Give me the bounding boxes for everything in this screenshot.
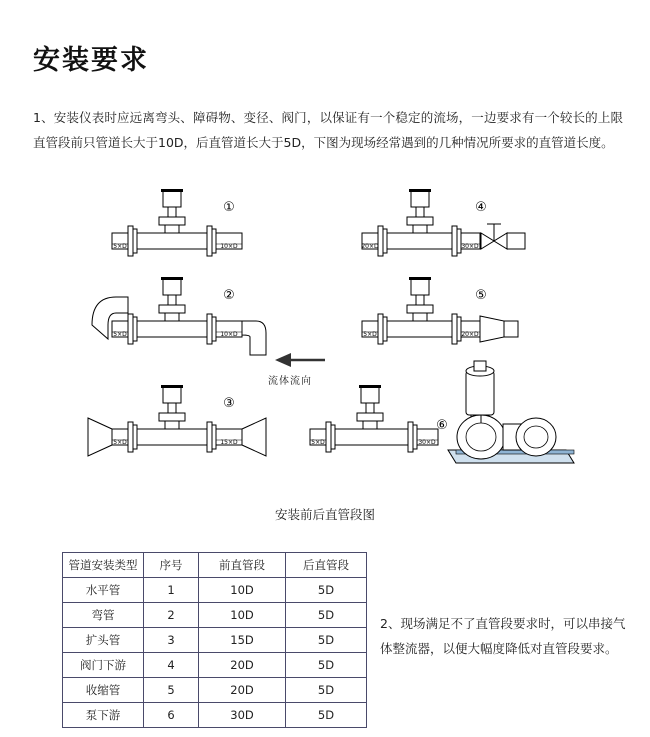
svg-text:30×D: 30×D bbox=[461, 243, 479, 250]
svg-text:④: ④ bbox=[475, 200, 487, 215]
table-cell: 5D bbox=[286, 678, 367, 703]
table-row bbox=[63, 578, 367, 603]
diagram-case-2 bbox=[92, 277, 266, 355]
table-cell: 5D bbox=[286, 628, 367, 653]
table-header-row bbox=[63, 553, 367, 578]
table-cell: 6 bbox=[144, 703, 199, 728]
svg-text:15×D: 15×D bbox=[220, 439, 238, 446]
table-cell: 弯管 bbox=[63, 603, 144, 628]
table-cell: 泵下游 bbox=[63, 703, 144, 728]
table-header-cell: 管道安装类型 bbox=[63, 553, 144, 578]
straight-pipe-table bbox=[62, 552, 367, 728]
table-row bbox=[63, 703, 367, 728]
table-cell: 4 bbox=[144, 653, 199, 678]
diagram-svg bbox=[0, 180, 650, 480]
table-cell: 10D bbox=[199, 603, 286, 628]
table-cell: 5D bbox=[286, 603, 367, 628]
table-cell: 5D bbox=[286, 703, 367, 728]
table-row bbox=[63, 678, 367, 703]
table-header-cell: 序号 bbox=[144, 553, 199, 578]
page-title: 安装要求 bbox=[33, 45, 149, 77]
diagram-case-5 bbox=[362, 277, 518, 344]
svg-text:5×D: 5×D bbox=[113, 331, 127, 338]
svg-text:5×D: 5×D bbox=[113, 439, 127, 446]
table-cell: 20D bbox=[199, 653, 286, 678]
table-cell: 扩头管 bbox=[63, 628, 144, 653]
valve-icon bbox=[481, 224, 525, 249]
svg-text:5×D: 5×D bbox=[311, 439, 325, 446]
table-cell: 30D bbox=[199, 703, 286, 728]
table-cell: 3 bbox=[144, 628, 199, 653]
table-cell: 2 bbox=[144, 603, 199, 628]
table-cell: 阀门下游 bbox=[63, 653, 144, 678]
diagram-case-4 bbox=[361, 189, 525, 256]
table-header-cell: 后直管段 bbox=[286, 553, 367, 578]
paragraph-flow-conditioner: 2、现场满足不了直管段要求时，可以串接气体整流器，以便大幅度降低对直管段要求。 bbox=[380, 615, 626, 656]
svg-text:20×D: 20×D bbox=[361, 243, 379, 250]
table-cell: 收缩管 bbox=[63, 678, 144, 703]
svg-text:⑥: ⑥ bbox=[436, 418, 448, 433]
svg-text:5×D: 5×D bbox=[113, 243, 127, 250]
diagram-case-6 bbox=[310, 361, 574, 463]
table-cell: 20D bbox=[199, 678, 286, 703]
flow-direction-label: 流体流向 bbox=[268, 376, 312, 387]
table-cell: 5D bbox=[286, 653, 367, 678]
paragraph-installation-requirement: 1、安装仪表时应远离弯头、障碍物、变径、阀门，以保证有一个稳定的流场，一边要求有一个较长的上限直管段前只管道长大于10D，后直管道长大于5D，下图为现场经常遇到的几种情况所要求的直管道长度。 bbox=[33, 109, 623, 150]
pump-icon bbox=[448, 361, 574, 463]
table-header-cell: 前直管段 bbox=[199, 553, 286, 578]
svg-text:②: ② bbox=[223, 288, 235, 303]
table-cell: 水平管 bbox=[63, 578, 144, 603]
table-row bbox=[63, 628, 367, 653]
table-row bbox=[63, 653, 367, 678]
svg-text:20×D: 20×D bbox=[461, 331, 479, 338]
svg-text:10×D: 10×D bbox=[220, 331, 238, 338]
table-cell: 5 bbox=[144, 678, 199, 703]
flow-arrow-icon bbox=[275, 353, 325, 367]
svg-text:⑤: ⑤ bbox=[475, 288, 487, 303]
table-cell: 1 bbox=[144, 578, 199, 603]
table-cell: 10D bbox=[199, 578, 286, 603]
installation-diagram bbox=[0, 180, 650, 480]
svg-text:①: ① bbox=[223, 200, 235, 215]
table-cell: 15D bbox=[199, 628, 286, 653]
svg-text:10×D: 10×D bbox=[220, 243, 238, 250]
table-cell: 5D bbox=[286, 578, 367, 603]
svg-text:③: ③ bbox=[223, 396, 235, 411]
diagram-case-1 bbox=[112, 189, 242, 256]
table-row bbox=[63, 603, 367, 628]
diagram-case-3 bbox=[88, 385, 266, 456]
svg-text:30×D: 30×D bbox=[418, 439, 436, 446]
figure-caption: 安装前后直管段图 bbox=[274, 507, 375, 522]
svg-text:5×D: 5×D bbox=[363, 331, 377, 338]
